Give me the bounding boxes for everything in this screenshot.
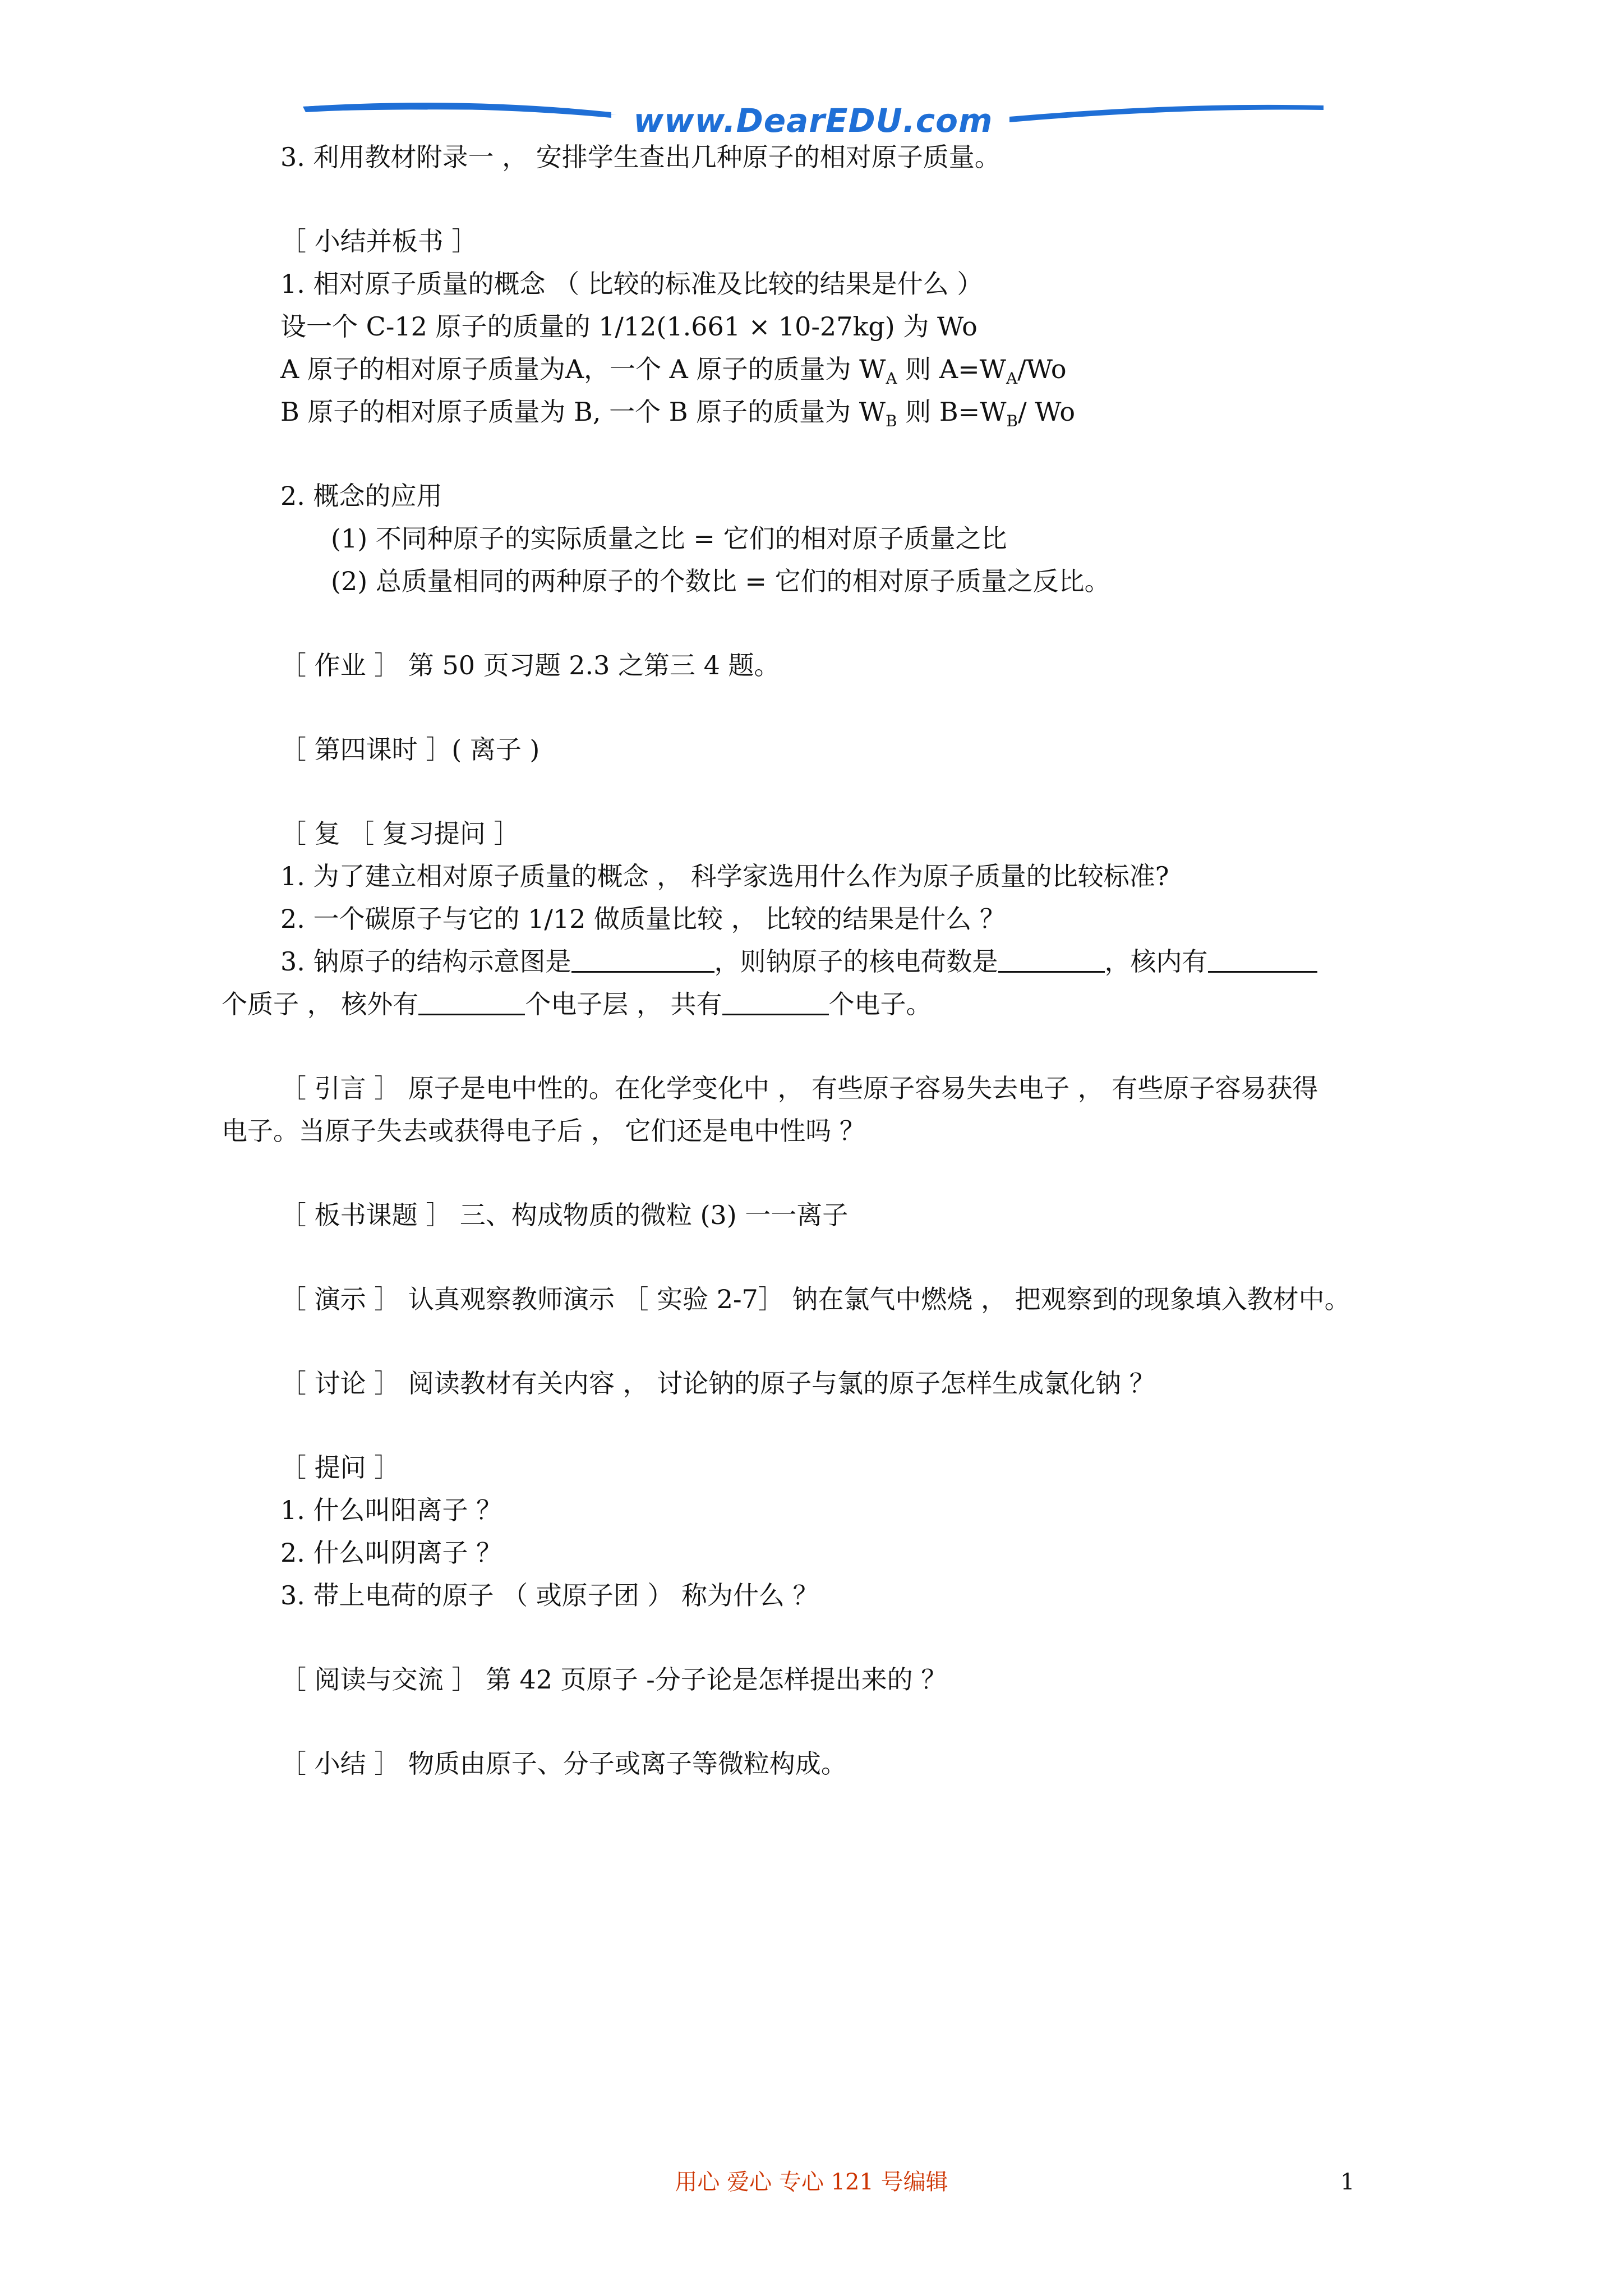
text-line: 电子。当原子失去或获得电子后 ， 它们还是电中性吗 ？ bbox=[222, 1116, 865, 1146]
section-heading: ［ 小结并板书 ］ bbox=[280, 226, 478, 256]
site-logo: www.DearEDU.com bbox=[633, 102, 993, 140]
formula-a: A 原子的相对原子质量为A，一个 A 原子的质量为 $W_A$ 则 $A=W_A/Wo$ bbox=[280, 354, 1067, 388]
section-heading: ［ 板书课题 ］ 三、构成物质的微粒 (3) 一一离子 bbox=[280, 1200, 849, 1230]
text-line: 1. 相对原子质量的概念 （ 比较的标准及比较的结果是什么 ） bbox=[280, 269, 983, 299]
text-line: ［ 阅读与交流 ］ 第 42 页原子 -分子论是怎样提出来的 ？ bbox=[280, 1664, 947, 1695]
text-line: 设一个 C-12 原子的质量的 1/12(1.661 × 10-27kg) 为 Wo bbox=[280, 311, 978, 342]
footer-text: 用心 爱心 专心 121 号编辑 bbox=[675, 2169, 948, 2195]
text-line: 2. 一个碳原子与它的 1/12 做质量比较 ， 比较的结果是什么 ？ bbox=[280, 904, 1006, 934]
text-line: ［ 演示 ］ 认真观察教师演示 ［ 实验 2-7］ 钠在氯气中燃烧 ， 把观察到的现象填入教材中。 bbox=[280, 1284, 1350, 1314]
text-line: ［ 小结 ］ 物质由原子、分子或离子等微粒构成。 bbox=[280, 1749, 847, 1779]
homework-line: ［ 作业 ］ 第 50 页习题 2.3 之第三 4 题。 bbox=[280, 650, 780, 680]
question-3-line-1: 3. 钠原子的结构示意图是 ，则钠原子的核电荷数是 ，核内有 bbox=[280, 946, 1317, 977]
text-line: 1. 为了建立相对原子质量的概念 ， 科学家选用什么作为原子质量的比较标准? bbox=[280, 861, 1169, 891]
formula-b: B 原子的相对原子质量为 B, 一个 B 原子的质量为 $W_B$ 则 $B=W_B/$ Wo bbox=[280, 397, 1076, 430]
text-line: 3. 利用教材附录一 ， 安排学生查出几种原子的相对原子质量。 bbox=[280, 142, 1000, 172]
text-line: 2. 概念的应用 bbox=[280, 481, 442, 511]
text-line: (2) 总质量相同的两种原子的个数比 = 它们的相对原子质量之反比。 bbox=[331, 566, 1110, 596]
text-line: 2. 什么叫阴离子 ？ bbox=[280, 1538, 502, 1568]
section-heading: ［ 提问 ］ bbox=[280, 1452, 400, 1483]
text-line: 1. 什么叫阳离子 ？ bbox=[280, 1495, 502, 1525]
text-line: ［ 讨论 ］ 阅读教材有关内容 ， 讨论钠的原子与氯的原子怎样生成氯化钠 ？ bbox=[280, 1368, 1155, 1398]
text-line: 3. 带上电荷的原子 （ 或原子团 ） 称为什么 ？ bbox=[280, 1580, 819, 1611]
section-heading: ［ 复 ［ 复习提问 ］ bbox=[280, 818, 520, 849]
section-heading: ［ 第四课时 ］( 离子 ) bbox=[280, 734, 540, 765]
page-number: 1 bbox=[1340, 2169, 1355, 2195]
question-3-line-2: 个质子 ， 核外有 个电子层 ， 共有 个电子。 bbox=[222, 989, 932, 1019]
text-line: (1) 不同种原子的实际质量之比 = 它们的相对原子质量之比 bbox=[331, 523, 1007, 554]
text-line: ［ 引言 ］ 原子是电中性的。在化学变化中 ， 有些原子容易失去电子 ， 有些原子容易获得 bbox=[280, 1073, 1318, 1103]
